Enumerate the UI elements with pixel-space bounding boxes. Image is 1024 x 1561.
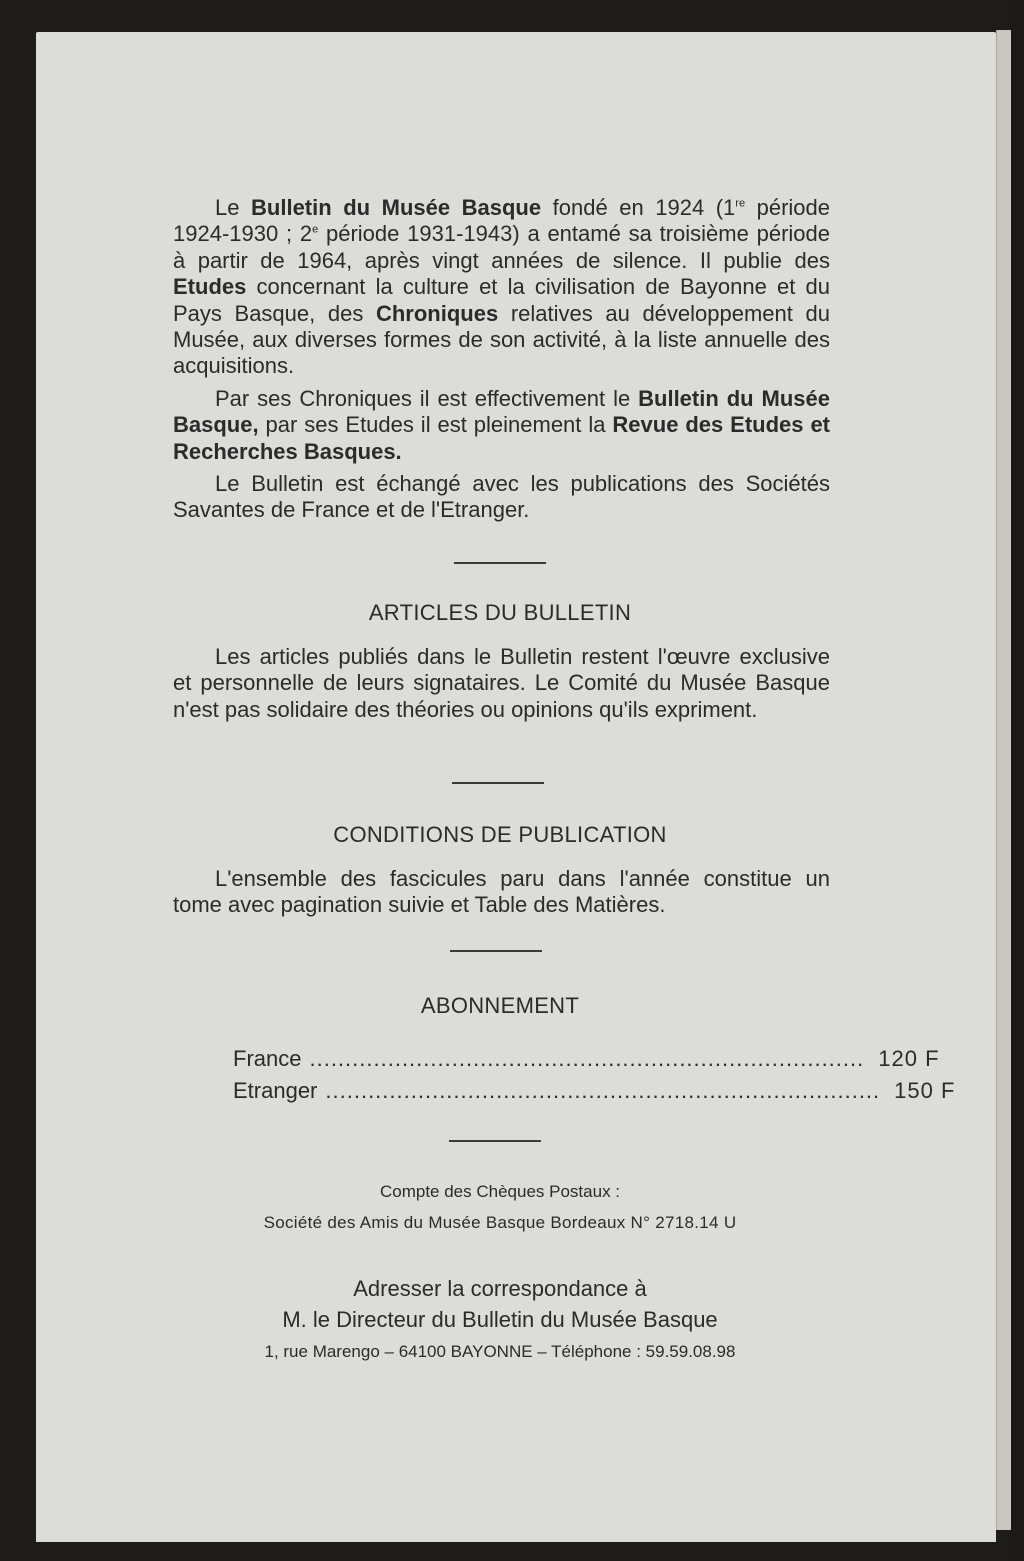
price-label: France — [233, 1046, 302, 1071]
text-run: Par ses Chroniques il est effectivement le — [215, 385, 639, 411]
section-divider — [454, 562, 546, 564]
intro-paragraph-3 — [173, 471, 830, 524]
next-page-edge — [996, 30, 1011, 1530]
articles-section — [173, 644, 830, 723]
correspondence-recipient: M. le Directeur du Bulletin du Musée Basque — [282, 1307, 718, 1332]
leader-dots: .............................................................................. — [309, 1046, 865, 1071]
postal-account-title: Compte des Chèques Postaux : — [379, 1182, 621, 1201]
postal-account-details: Société des Amis du Musée Basque Bordeaux N° 2718.14 U — [263, 1213, 737, 1232]
abonnement-heading: ABONNEMENT — [420, 993, 580, 1018]
background-edge — [1010, 0, 1024, 1561]
conditions-heading: CONDITIONS DE PUBLICATION — [333, 822, 667, 847]
bold-term: Bulletin du Musée Basque, — [173, 385, 830, 438]
price-value: 150 F — [894, 1078, 956, 1103]
ordinal-superscript: re — [735, 197, 746, 210]
price-value: 120 F — [878, 1046, 940, 1071]
price-row-france — [233, 1046, 940, 1074]
correspondence-address: 1, rue Marengo – 64100 BAYONNE – Téléphone : 59.59.08.98 — [264, 1342, 736, 1361]
text-run: période 1924-1930 ; 2 — [173, 195, 830, 247]
price-row-etranger — [233, 1078, 956, 1106]
section-divider — [452, 782, 544, 784]
text-run: fondé en 1924 (1 — [541, 195, 736, 220]
articles-heading: ARTICLES DU BULLETIN — [368, 600, 632, 625]
bold-term: Bulletin du Musée Basque — [251, 195, 542, 220]
text-run: par ses Etudes il est pleinement la — [258, 412, 613, 438]
conditions-text: L'ensemble des fascicules paru dans l'année constitue un tome avec pagination suivie et Table des Matières. — [173, 866, 830, 918]
text-run: période 1931-1943) a entamé sa troisième période à partir de 1964, après vingt années de silence. Il publie des — [173, 221, 830, 273]
section-divider — [449, 1140, 541, 1142]
text-run: Le Bulletin est échangé avec les publications des Sociétés Savantes de France et de l'Etranger. — [173, 471, 830, 523]
correspondence-intro: Adresser la correspondance à — [353, 1276, 647, 1301]
section-divider — [450, 950, 542, 952]
price-label: Etranger — [233, 1078, 318, 1103]
bold-term: Chroniques — [375, 300, 499, 326]
bold-term: Etudes — [173, 274, 247, 300]
text-run: Le — [215, 195, 252, 220]
intro-section — [173, 195, 830, 524]
text-run: concernant la culture et la civilisation de Bayonne et du Pays Basque, des — [173, 274, 830, 326]
intro-paragraph-2 — [173, 386, 830, 465]
bold-term: Revue des Etudes et Recherches Basques. — [173, 412, 831, 464]
conditions-section — [173, 866, 830, 919]
articles-text: Les articles publiés dans le Bulletin restent l'œuvre exclusive et personnelle de leurs signataires. Le Comité du Musée Basque n'est pas solidaire des théories ou opinions qu'ils expriment. — [173, 644, 830, 722]
intro-paragraph-1 — [173, 195, 830, 380]
leader-dots: .............................................................................. — [325, 1078, 881, 1103]
text-run: relatives au développement du Musée, aux diverses formes de son activité, à la liste annuelle des acquisitions. — [173, 300, 830, 379]
ordinal-superscript: e — [312, 224, 319, 237]
